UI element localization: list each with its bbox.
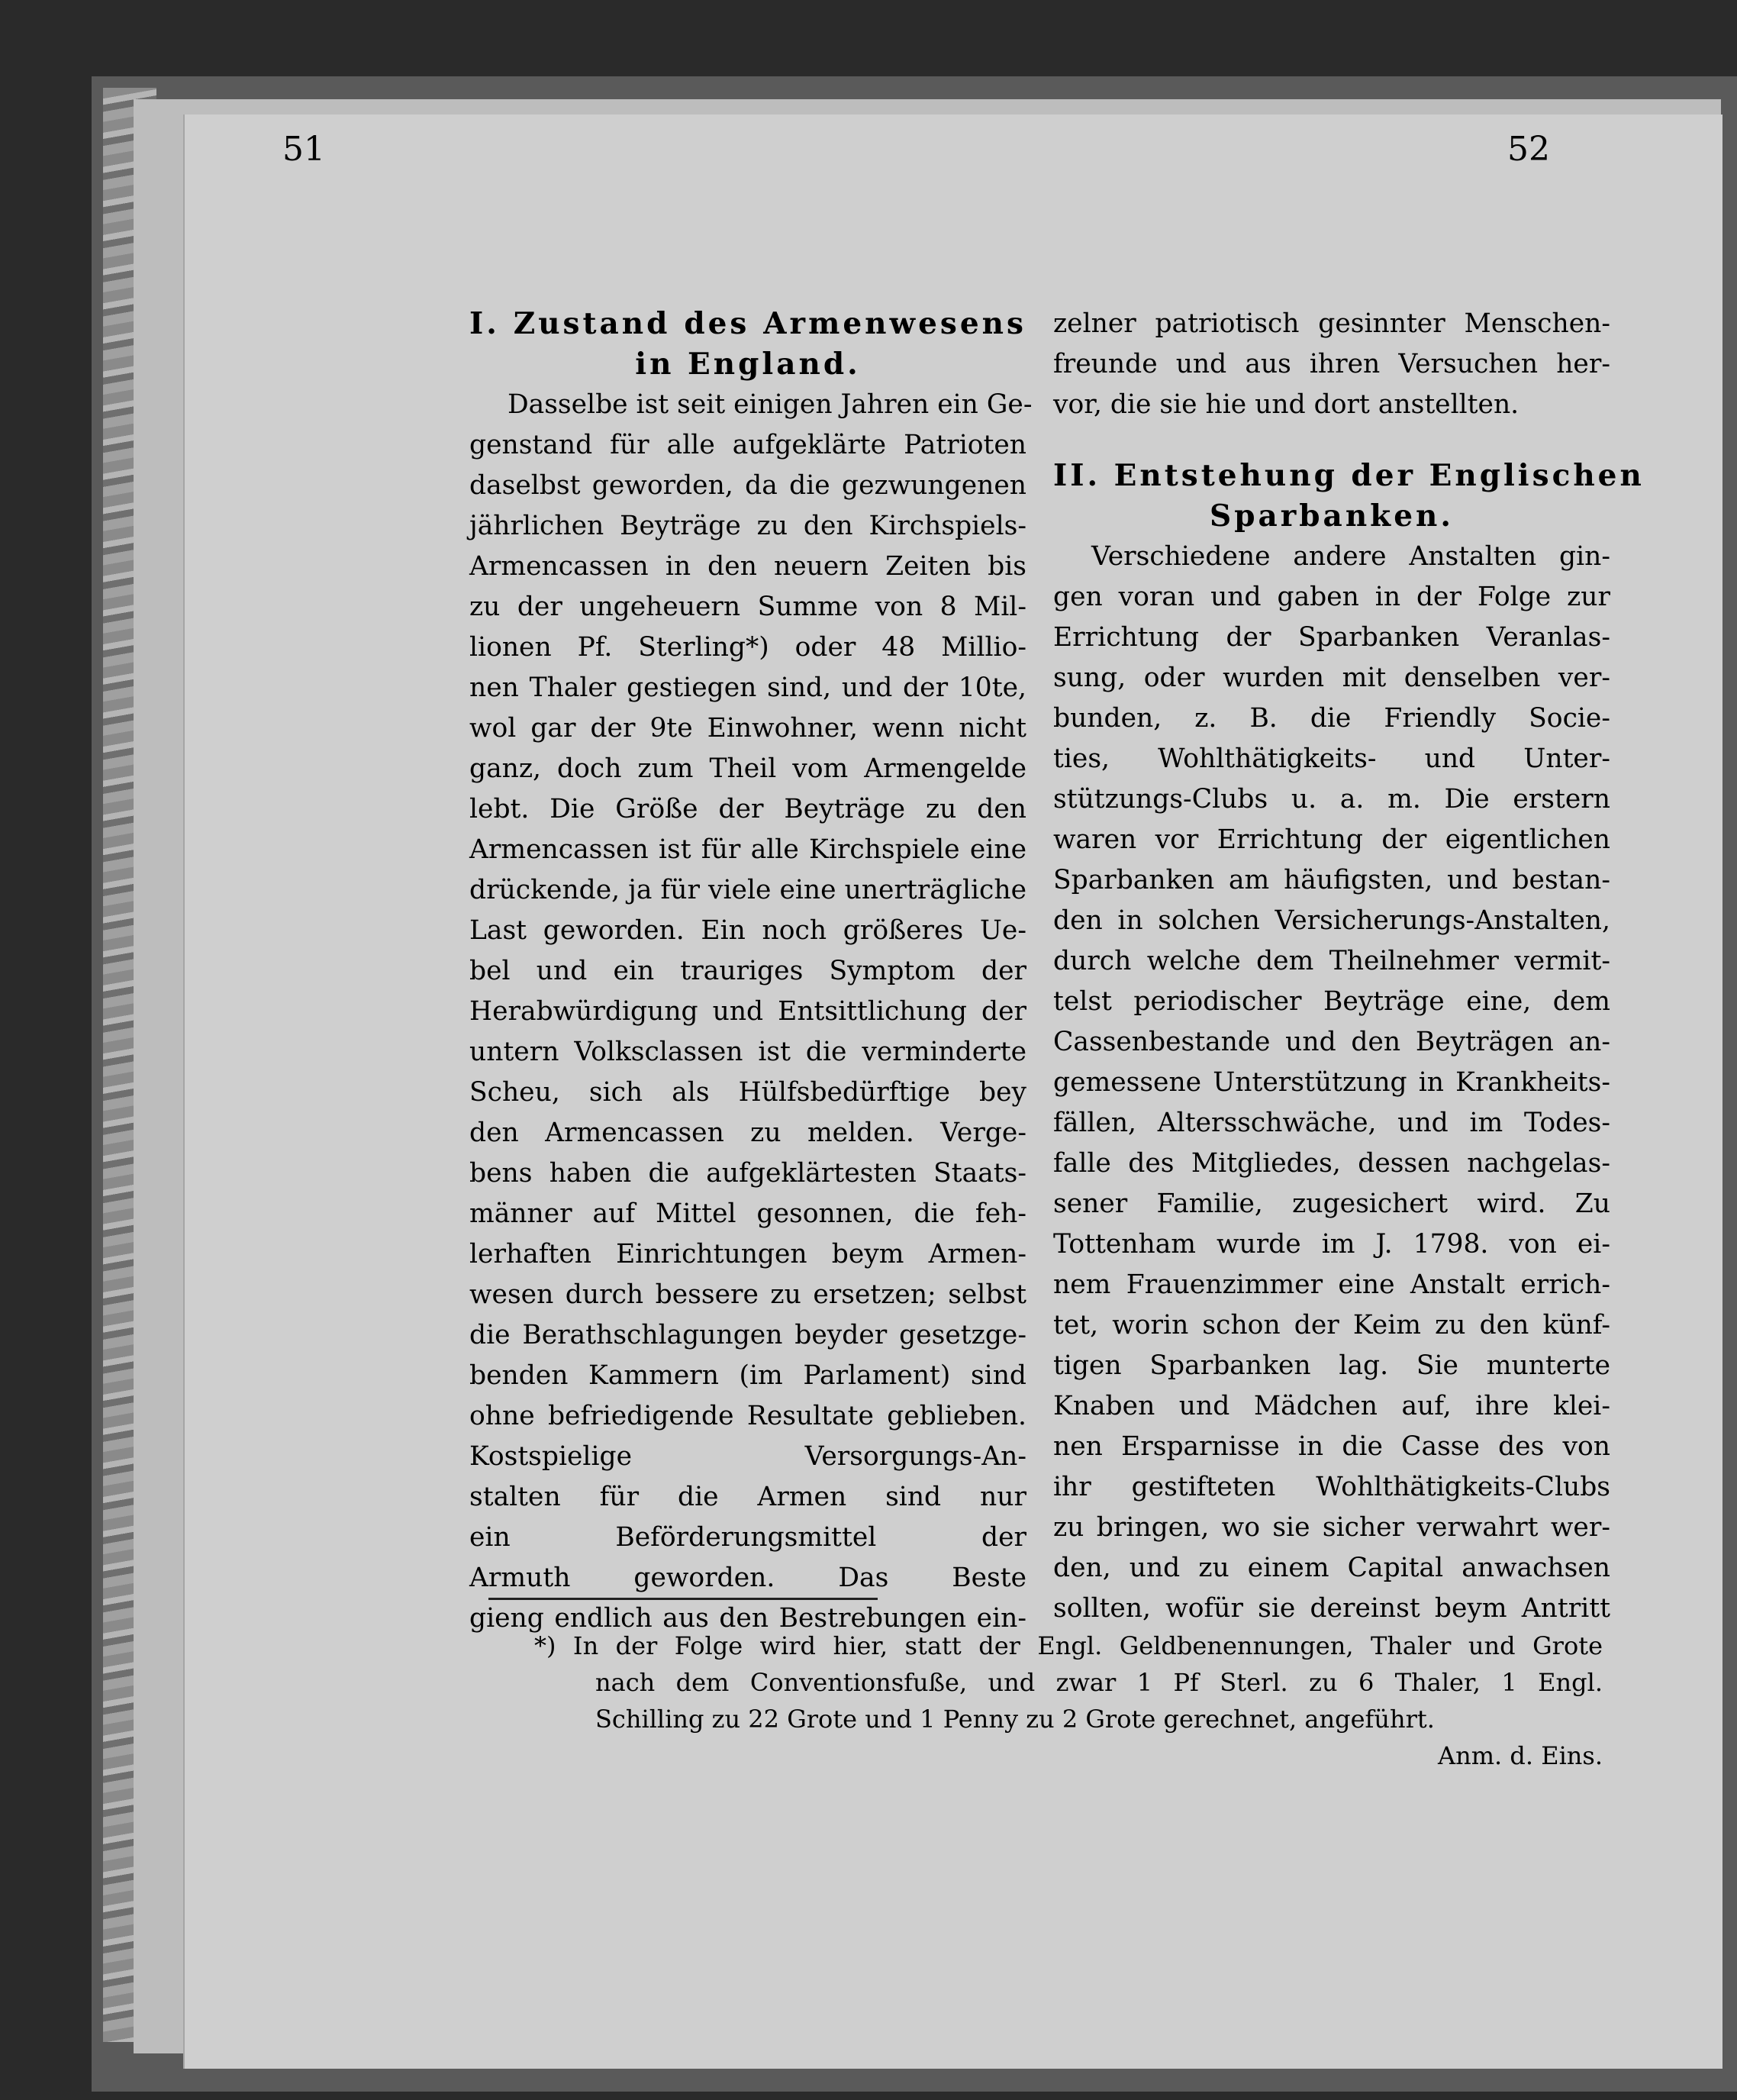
text-line: sollten, wofür sie dereinst beym Antritt	[1053, 1593, 1610, 1624]
text-line: fällen, Altersschwäche, und im Todes-	[1053, 1108, 1610, 1138]
text-line: wol gar der 9te Einwohner, wenn nicht	[469, 713, 1026, 744]
text-line: Errichtung der Sparbanken Veranlas-	[1053, 622, 1610, 653]
section-heading-2-cont: Sparbanken.	[1210, 498, 1454, 534]
footnote-line: Schilling zu 22 Grote und 1 Penny zu 2 Grote gerechnet, angeführt.	[595, 1705, 1435, 1734]
text-line: zu bringen, wo sie sicher verwahrt wer-	[1053, 1512, 1610, 1543]
text-line: ein Beförderungsmittel der	[469, 1522, 1026, 1553]
text-line: tigen Sparbanken lag. Sie munterte	[1053, 1350, 1610, 1381]
page-number-left: 51	[282, 130, 325, 169]
text-line: gen voran und gaben in der Folge zur	[1053, 582, 1610, 612]
text-line: bel und ein trauriges Symptom der	[469, 956, 1026, 986]
text-line: ohne befriedigende Resultate geblieben.	[469, 1401, 1026, 1431]
text-line: Scheu, sich als Hülfsbedürftige bey	[469, 1077, 1026, 1108]
right-intro-text	[1053, 304, 1610, 425]
text-line: den in solchen Versicherungs-Anstalten,	[1053, 905, 1610, 936]
right-column	[1053, 304, 1645, 1629]
text-line: Herabwürdigung und Entsittlichung der	[469, 996, 1026, 1027]
text-line: Last geworden. Ein noch größeres Ue-	[469, 915, 1026, 946]
text-line: männer auf Mittel gesonnen, die feh-	[469, 1198, 1026, 1229]
text-line: nen Ersparnisse in die Casse des von	[1053, 1431, 1610, 1462]
section-heading-1: I. Zustand des Armenwesens	[469, 306, 1026, 341]
text-line: stützungs-Clubs u. a. m. Die erstern	[1053, 784, 1610, 815]
text-line: nem Frauenzimmer eine Anstalt errich-	[1053, 1269, 1610, 1300]
text-line: drückende, ja für viele eine unerträgliche	[469, 875, 1026, 905]
text-line: nen Thaler gestiegen sind, und der 10te,	[469, 673, 1026, 703]
footnote-text	[534, 1627, 1603, 1737]
text-line: lionen Pf. Sterling*) oder 48 Millio-	[469, 632, 1026, 663]
text-line: jährlichen Beyträge zu den Kirchspiels-	[469, 511, 1026, 541]
footnote	[534, 1627, 1603, 1774]
text-line: stalten für die Armen sind nur	[469, 1482, 1026, 1512]
text-line: ties, Wohlthätigkeits- und Unter-	[1053, 744, 1610, 774]
text-line: waren vor Errichtung der eigentlichen	[1053, 824, 1610, 855]
text-line: Kostspielige Versorgungs-An-	[469, 1441, 1026, 1472]
text-line: die Berathschlagungen beyder gesetzge-	[469, 1320, 1026, 1350]
text-line: Armuth geworden. Das Beste	[469, 1563, 1026, 1593]
text-line: Verschiedene andere Anstalten gin-	[1091, 541, 1610, 572]
text-line: genstand für alle aufgeklärte Patrioten	[469, 430, 1026, 460]
left-column	[469, 304, 1033, 1639]
text-line: tet, worin schon der Keim zu den künf-	[1053, 1310, 1610, 1340]
text-line: gieng endlich aus den Bestrebungen ein-	[469, 1603, 1026, 1634]
text-line: wesen durch bessere zu ersetzen; selbst	[469, 1279, 1026, 1310]
text-line: Cassenbestande und den Beyträgen an-	[1053, 1027, 1610, 1057]
text-line: Tottenham wurde im J. 1798. von ei-	[1053, 1229, 1610, 1260]
text-line: durch welche dem Theilnehmer vermit-	[1053, 946, 1610, 976]
text-line: daselbst geworden, da die gezwungenen	[469, 470, 1026, 501]
text-line: Armencassen ist für alle Kirchspiele eine	[469, 834, 1026, 865]
text-line: freunde und aus ihren Versuchen her-	[1053, 349, 1610, 379]
footnote-line: *) In der Folge wird hier, statt der Engl. Geldbenennungen, Thaler und Grote	[534, 1631, 1603, 1660]
section-heading-1-cont: in England.	[635, 347, 861, 382]
section-heading-2: II. Entstehung der Englischen	[1053, 458, 1645, 493]
text-line: vor, die sie hie und dort anstellten.	[1053, 389, 1519, 420]
text-line: falle des Mitgliedes, dessen nachgelas-	[1053, 1148, 1610, 1179]
text-line: den, und zu einem Capital anwachsen	[1053, 1553, 1610, 1583]
text-line: benden Kammern (im Parlament) sind	[469, 1360, 1026, 1391]
footnote-line: nach dem Conventionsfuße, und zwar 1 Pf Sterl. zu 6 Thaler, 1 Engl.	[595, 1668, 1603, 1697]
text-line: Armencassen in den neuern Zeiten bis	[469, 551, 1026, 582]
text-line: untern Volksclassen ist die verminderte	[469, 1037, 1026, 1067]
footnote-signature: Anm. d. Eins.	[1437, 1741, 1603, 1770]
text-line: gemessene Unterstützung in Krankheits-	[1053, 1067, 1610, 1098]
text-line: den Armencassen zu melden. Verge-	[469, 1118, 1026, 1148]
text-line: zu der ungeheuern Summe von 8 Mil-	[469, 592, 1026, 622]
text-line: bens haben die aufgeklärtesten Staats-	[469, 1158, 1026, 1189]
text-line: sener Familie, zugesichert wird. Zu	[1053, 1189, 1610, 1219]
text-line: Sparbanken am häufigsten, und bestan-	[1053, 865, 1610, 895]
text-line: ganz, doch zum Theil vom Armengelde	[469, 753, 1026, 784]
text-line: Knaben und Mädchen auf, ihre klei-	[1053, 1391, 1610, 1421]
text-line: lerhaften Einrichtungen beym Armen-	[469, 1239, 1026, 1269]
left-body-text	[469, 385, 1033, 1639]
right-body-text	[1053, 537, 1610, 1629]
text-line: sung, oder wurden mit denselben ver-	[1053, 663, 1610, 693]
text-line: telst periodischer Beyträge eine, dem	[1053, 986, 1610, 1017]
text-line: bunden, z. B. die Friendly Socie-	[1053, 703, 1610, 734]
text-line: zelner patriotisch gesinnter Menschen-	[1053, 308, 1610, 339]
text-line: Dasselbe ist seit einigen Jahren ein Ge-	[508, 389, 1033, 420]
footnote-rule	[488, 1598, 878, 1600]
text-line: ihr gestifteten Wohlthätigkeits-Clubs	[1053, 1472, 1610, 1502]
text-line: lebt. Die Größe der Beyträge zu den	[469, 794, 1026, 824]
page-number-right: 52	[1507, 130, 1550, 169]
section-gap	[1053, 425, 1610, 456]
